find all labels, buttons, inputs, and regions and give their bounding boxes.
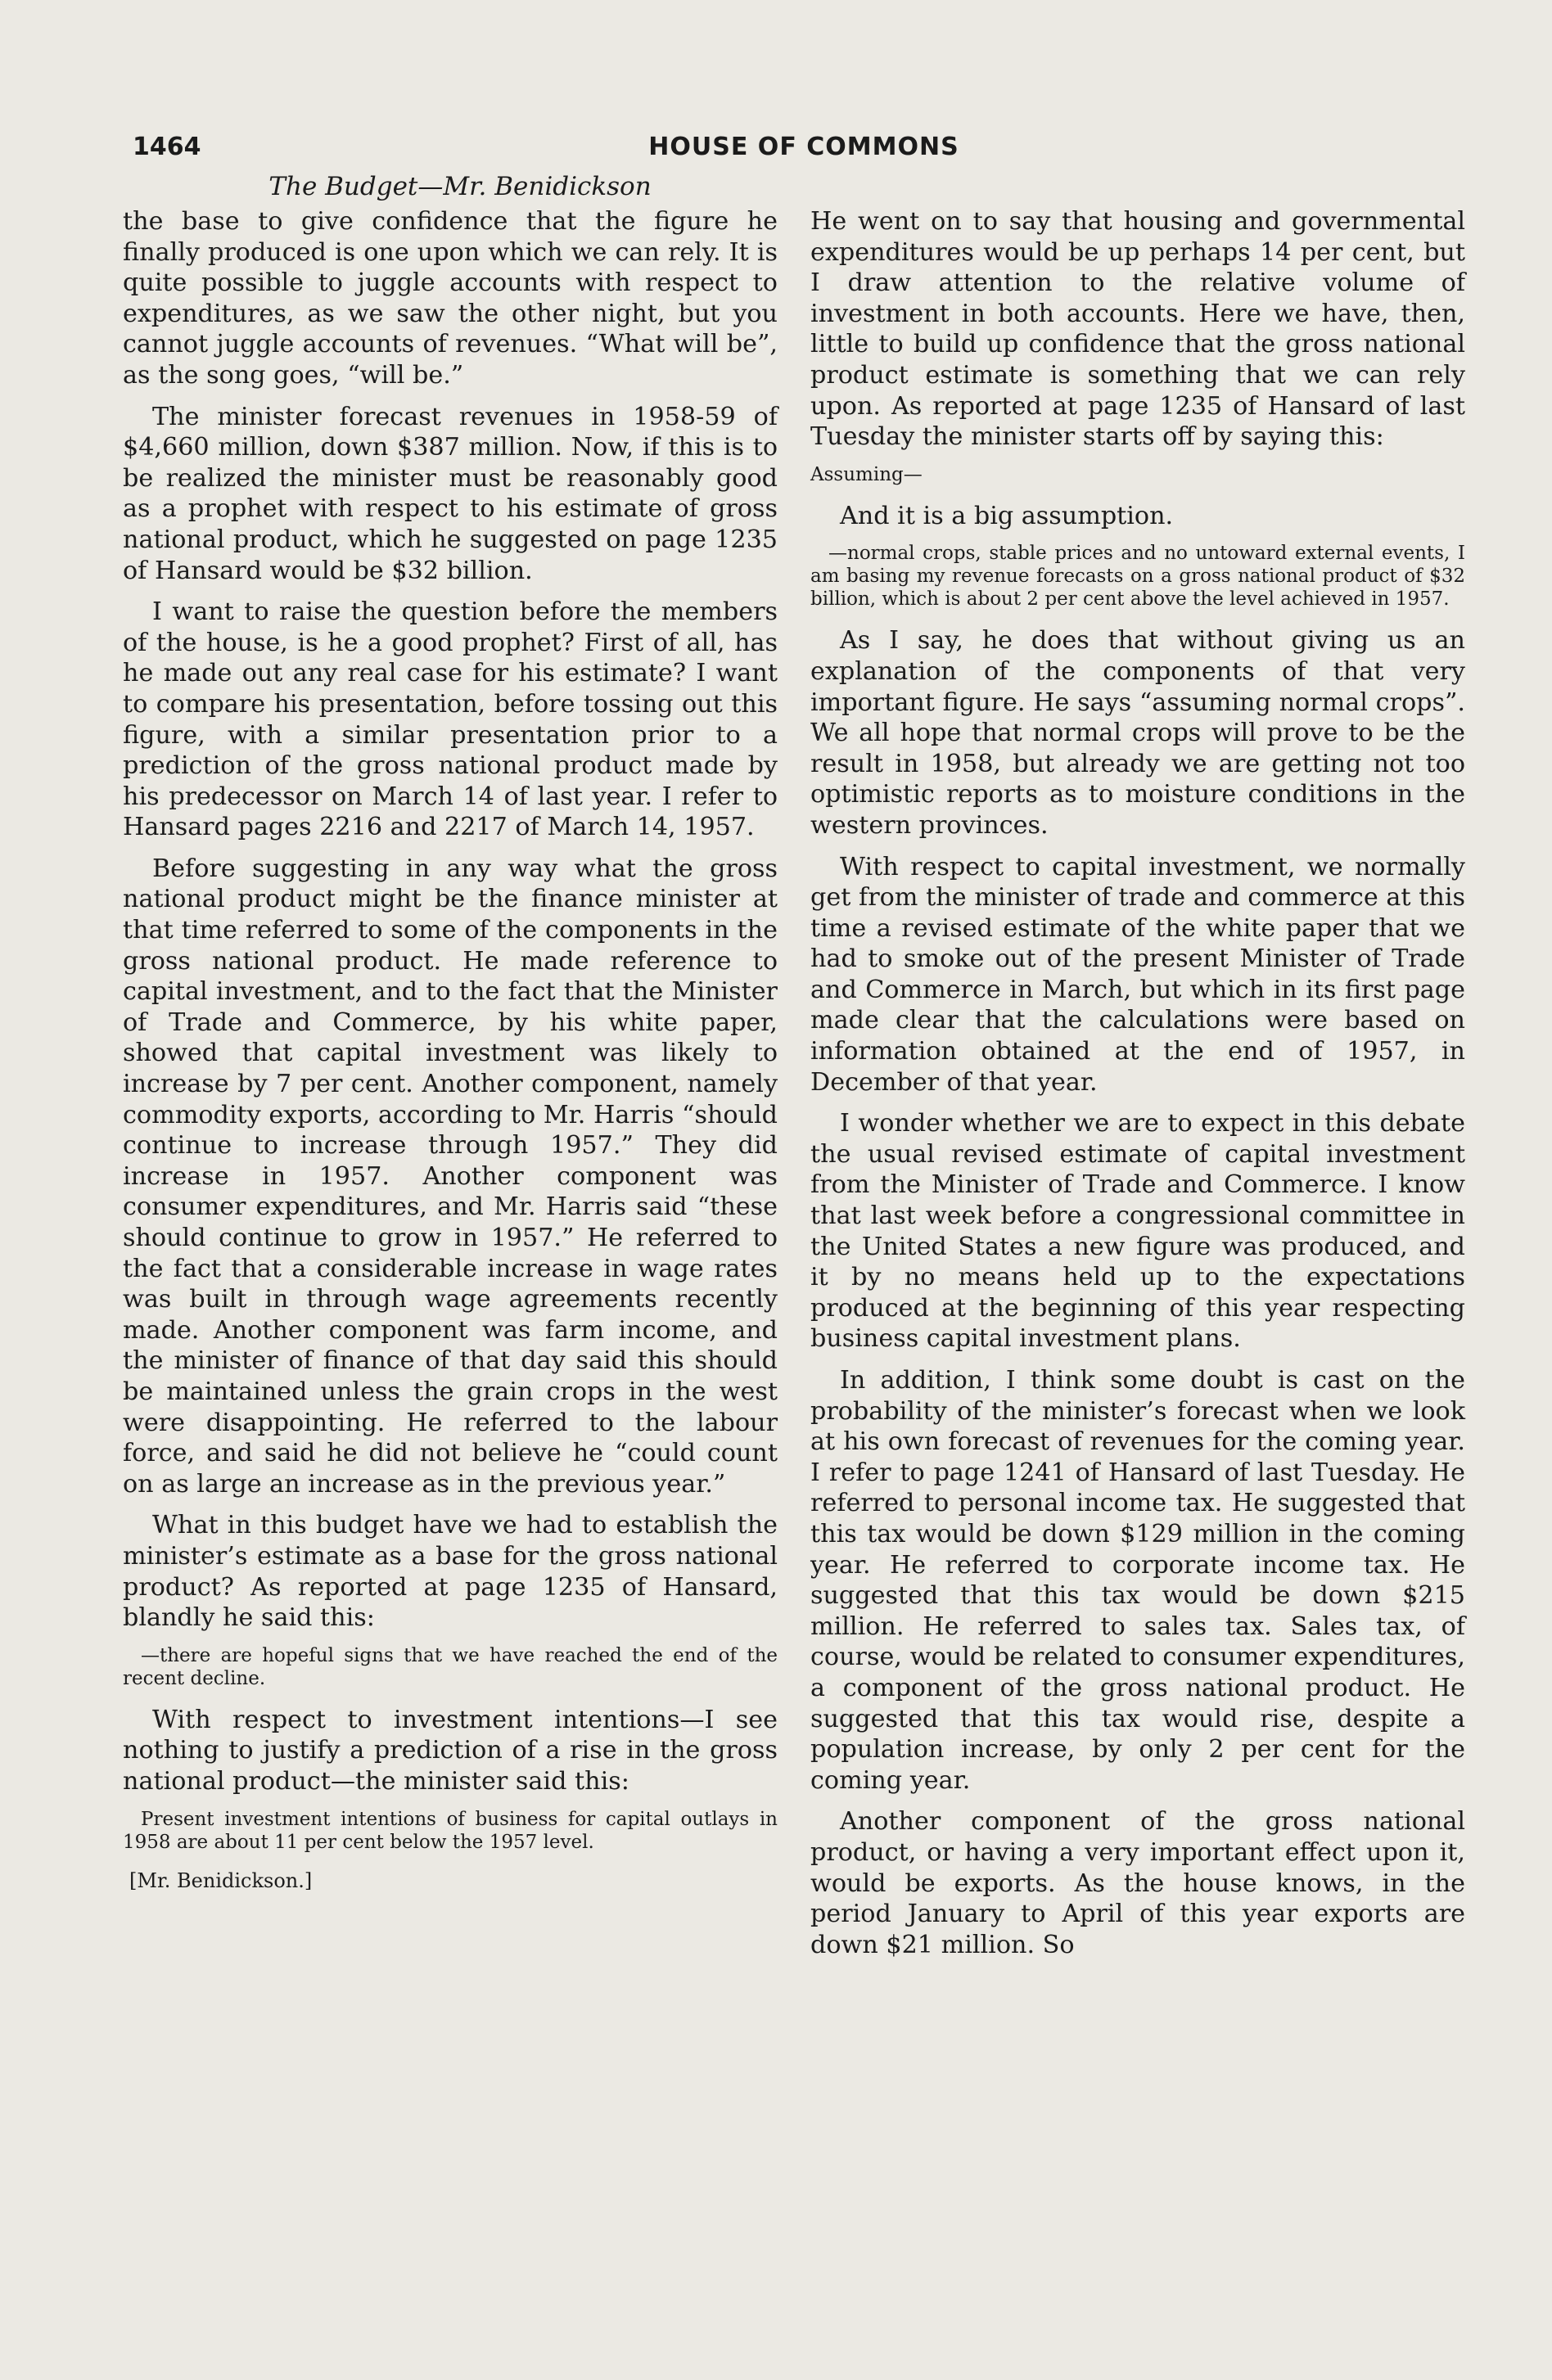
quotation: Assuming— xyxy=(810,463,923,485)
speaker-attribution: [Mr. Benidickson.] xyxy=(129,1868,313,1892)
page-header xyxy=(133,133,1475,169)
quotation: Present investment intentions of business for capital outlays in 1958 are about 11 per cent below the 1957 level. xyxy=(123,1808,778,1853)
running-title: HOUSE OF COMMONS xyxy=(648,133,959,161)
paragraph: He went on to say that housing and governmental expenditures would be up perhaps 14 per cent, but I draw attention to the relative volume of investment in both accounts. Here we have, then, little to build up confidence that the gross national product estimate is something that we can rely upon. As reported at page 1235 of Hansard of last Tuesday the minister starts off by saying this: xyxy=(810,207,1465,452)
quotation: —normal crops, stable prices and no untoward external events, I am basing my revenue forecasts on a gross national product of $32 billion, which is about 2 per cent above the level achieved in 1957. xyxy=(810,543,1465,611)
paragraph: With respect to capital investment, we normally get from the minister of trade and commerce at this time a revised estimate of the white paper that we had to smoke out of the present Minister of Trade and Commerce in March, but which in its first page made clear that the calculations were based on information obtained at the end of 1957, in December of that year. xyxy=(810,852,1465,1097)
paragraph: What in this budget have we had to establish the minister’s estimate as a base for the gross national product? As reported at page 1235 of Hansard, blandly he said this: xyxy=(123,1511,778,1633)
page-number: 1464 xyxy=(133,133,201,161)
paragraph: And it is a big assumption. xyxy=(840,501,1174,530)
quotation: —there are hopeful signs that we have reached the end of the recent decline. xyxy=(123,1644,778,1689)
section-subtitle: The Budget—Mr. Benidickson xyxy=(268,172,652,201)
paragraph: I want to raise the question before the members of the house, is he a good prophet? First of all, has he made out any real case for his estimate? I want to compare his presentation, before tossing out this figure, with a similar presentation prior to a prediction of the gross national product made by his predecessor on March 14 of last year. I refer to Hansard pages 2216 and 2217 of March 14, 1957. xyxy=(123,597,778,842)
paragraph: I wonder whether we are to expect in this debate the usual revised estimate of capital investment from the Minister of Trade and Commerce. I know that last week before a congressional committee in the United States a new figure was produced, and it by no means held up to the expectations produced at the beginning of this year respecting business capital investment plans. xyxy=(810,1109,1465,1354)
paragraph: Another component of the gross national product, or having a very important effect upon it, would be exports. As the house knows, in the period January to April of this year exports are down $21 million. So xyxy=(810,1807,1465,1959)
paragraph: As I say, he does that without giving us an explanation of the components of that very important figure. He says “assuming normal crops”. We all hope that normal crops will prove to be the result in 1958, but already we are getting not too optimistic reports as to moisture conditions in the western provinces. xyxy=(810,626,1465,840)
paragraph: The minister forecast revenues in 1958-59 of $4,660 million, down $387 million. Now, if this is to be realized the minister must be reasonably good as a prophet with respect to his estimate of gross national product, which he suggested on page 1235 of Hansard would be $32 billion. xyxy=(123,402,778,585)
paragraph: the base to give confidence that the figure he finally produced is one upon which we can rely. It is quite possible to juggle accounts with respect to expenditures, as we saw the other night, but you cannot juggle accounts of revenues. “What will be”, as the song goes, “will be.” xyxy=(123,207,778,390)
right-column xyxy=(810,206,1465,1971)
paragraph: In addition, I think some doubt is cast on the probability of the minister’s forecast when we look at his own forecast of revenues for the coming year. I refer to page 1241 of Hansard of last Tuesday. He referred to personal income tax. He suggested that this tax would be down $129 million in the coming year. He referred to corporate income tax. He suggested that this tax would be down $215 million. He referred to sales tax. Sales tax, of course, would be related to consumer expenditures, a component of the gross national product. He suggested that this tax would rise, despite a population increase, by only 2 per cent for the coming year. xyxy=(810,1366,1465,1795)
left-column xyxy=(123,206,778,1904)
paragraph: Before suggesting in any way what the gross national product might be the finance minister at that time referred to some of the components in the gross national product. He made reference to capital investment, and to the fact that the Minister of Trade and Commerce, by his white paper, showed that capital investment was likely to increase by 7 per cent. Another component, namely commodity exports, according to Mr. Harris “should continue to increase through 1957.” They did increase in 1957. Another component was consumer expenditures, and Mr. Harris said “these should continue to grow in 1957.” He referred to the fact that a considerable increase in wage rates was built in through wage agreements recently made. Another component was farm income, and the minister of finance of that day said this should be maintained unless the grain crops in the west were disappointing. He referred to the labour force, and said he did not believe he “could count on as large an increase as in the previous year.” xyxy=(123,854,778,1499)
paragraph: With respect to investment intentions—I see nothing to justify a prediction of a rise in the gross national product—the minister said this: xyxy=(123,1705,778,1796)
